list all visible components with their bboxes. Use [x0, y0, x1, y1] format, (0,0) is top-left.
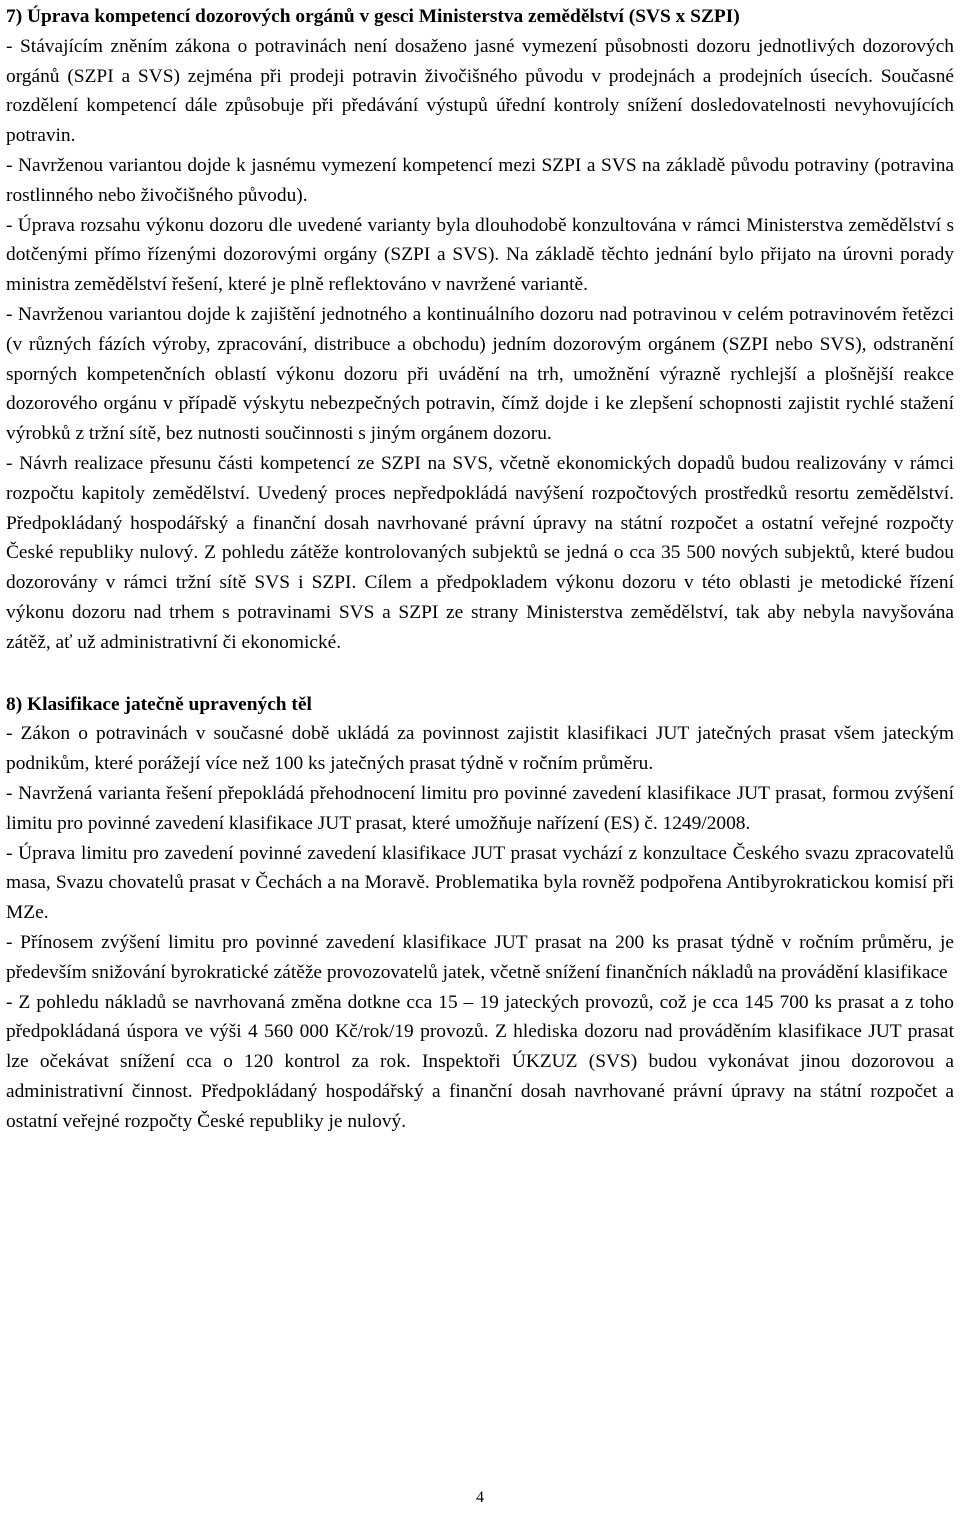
document-page	[6, 0, 954, 1136]
section-8-paragraph-4: - Přínosem zvýšení limitu pro povinné zavedení klasifikace JUT prasat na 200 ks prasat týdně v ročním průměru, je především snižování byrokratické zátěže provozovatelů jatek, včetně snížení finančních nákladů na provádění klasifikace	[6, 931, 954, 983]
section-8-paragraph-3: - Úprava limitu pro zavedení povinné zavedení klasifikace JUT prasat vychází z konzultace Českého svazu zpracovatelů masa, Svazu chovatelů prasat v Čechách a na Moravě. Problematika byla rovněž podpořena Antibyrokratickou komisí při MZe.	[6, 842, 954, 924]
section-7-paragraph-4: - Navrženou variantou dojde k zajištění jednotného a kontinuálního dozoru nad potravinou v celém potravinovém řetězci (v různých fázích výroby, zpracování, distribuce a obchodu) jedním dozorovým orgánem (SZPI nebo SVS), odstranění sporných kompetenčních oblastí výkonu dozoru při uvádění na trh, umožnění výrazně rychlejší a plošnější reakce dozorového orgánu v případě výskytu nebezpečných potravin, čímž dojde i ke zlepšení schopnosti zajistit rychlé stažení výrobků z tržní sítě, bez nutnosti součinnosti s jiným orgánem dozoru.	[6, 303, 954, 445]
page-number: 4	[476, 1489, 484, 1506]
section-8-paragraph-5: - Z pohledu nákladů se navrhovaná změna dotkne cca 15 – 19 jateckých provozů, což je cca 145 700 ks prasat a z toho předpokládaná úspora ve výši 4 560 000 Kč/rok/19 provozů. Z hlediska dozoru nad prováděním klasifikace JUT prasat lze očekávat snížení cca o 120 kontrol za rok. Inspektoři ÚKZUZ (SVS) budou vykonávat jinou dozorovou a administrativní činnost. Předpokládaný hospodářský a finanční dosah navrhované právní úpravy na státní rozpočet a ostatní veřejné rozpočty České republiky je nulový.	[6, 991, 954, 1132]
section-7-heading: 7) Úprava kompetencí dozorových orgánů v gesci Ministerstva zemědělství (SVS x SZPI)	[6, 6, 740, 27]
section-7-paragraph-1: - Stávajícím zněním zákona o potravinách není dosaženo jasné vymezení působnosti dozoru jednotlivých dozorových orgánů (SZPI a SVS) zejména při prodeji potravin živočišného původu v prodejnách a prodejních úsecích. Současné rozdělení kompetencí dále způsobuje při předávání výstupů úřední kontroly snížení dosledovatelnosti nevyhovujících potravin.	[6, 35, 954, 147]
section-8-paragraph-1: - Zákon o potravinách v současné době ukládá za povinnost zajistit klasifikaci JUT jatečných prasat všem jateckým podnikům, které porážejí více než 100 ks jatečných prasat týdně v ročním průměru.	[6, 723, 954, 775]
section-8-paragraph-2: - Navržená varianta řešení přepokládá přehodnocení limitu pro povinné zavedení klasifikace JUT prasat, formou zvýšení limitu pro povinné zavedení klasifikace JUT prasat, které umožňuje nařízení (ES) č. 1249/2008.	[6, 782, 954, 834]
section-7-paragraph-5: - Návrh realizace přesunu části kompetencí ze SZPI na SVS, včetně ekonomických dopadů budou realizovány v rámci rozpočtu kapitoly zemědělství. Uvedený proces nepředpokládá navýšení rozpočtových prostředků resortu zemědělství. Předpokládaný hospodářský a finanční dosah navrhované právní úpravy na státní rozpočet a ostatní veřejné rozpočty České republiky nulový. Z pohledu zátěže kontrolovaných subjektů se jedná o cca 35 500 nových subjektů, které budou dozorovány v rámci tržní sítě SVS i SZPI. Cílem a předpokladem výkonu dozoru v této oblasti je metodické řízení výkonu dozoru nad trhem s potravinami SVS a SZPI ze strany Ministerstva zemědělství, tak aby nebyla navyšována zátěž, ať už administrativní či ekonomické.	[6, 452, 954, 653]
section-7-paragraph-2: - Navrženou variantou dojde k jasnému vymezení kompetencí mezi SZPI a SVS na základě původu potraviny (potravina rostlinného nebo živočišného původu).	[6, 154, 954, 206]
section-7-paragraph-3: - Úprava rozsahu výkonu dozoru dle uvedené varianty byla dlouhodobě konzultována v rámci Ministerstva zemědělství s dotčenými přímo řízenými dozorovými orgány (SZPI a SVS). Na základě těchto jednání bylo přijato na úrovni porady ministra zemědělství řešení, které je plně reflektováno v navržené variantě.	[6, 214, 954, 296]
section-7	[6, 0, 954, 658]
section-8-heading: 8) Klasifikace jatečně upravených těl	[6, 693, 312, 715]
section-8	[6, 688, 954, 1137]
